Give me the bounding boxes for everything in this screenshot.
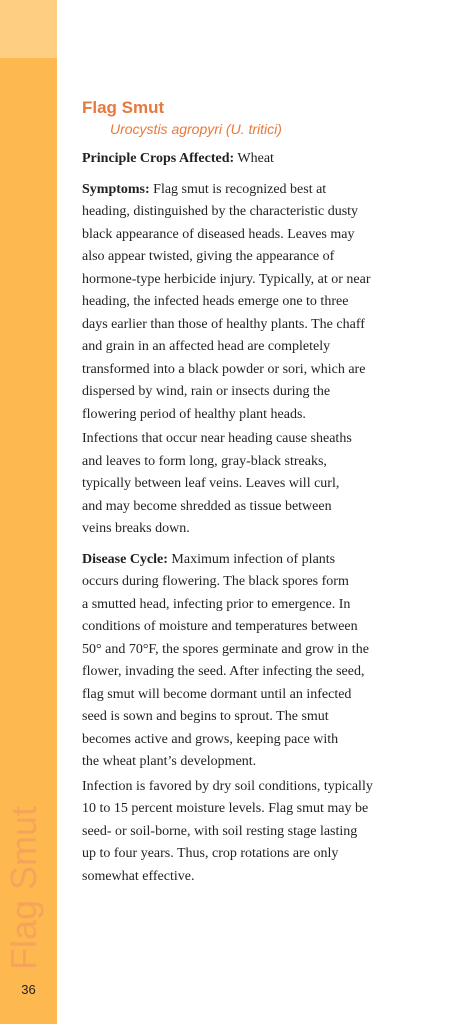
disease-cycle-line: flag smut will become dormant until an infected xyxy=(82,686,352,702)
crops-affected-label: Principle Crops Affected: xyxy=(82,151,235,166)
symptoms-paragraph xyxy=(82,179,422,427)
infections-line: Infections that occur near heading cause sheaths xyxy=(82,431,352,446)
crops-affected-value: Wheat xyxy=(234,151,274,166)
page-number: 36 xyxy=(21,982,36,997)
disease-cycle-line: occurs during flowering. The black spores form xyxy=(82,574,349,589)
disease-cycle-line: becomes active and grows, keeping pace with xyxy=(82,731,339,747)
symptoms-line: days earlier than those of healthy plants. The chaff xyxy=(82,316,365,332)
article-title: Flag Smut xyxy=(82,98,165,117)
symptoms-line: dispersed by wind, rain or insects during the xyxy=(82,384,331,399)
disease-cycle-line: seed is sown and begins to sprout. The smut xyxy=(82,709,329,724)
favored-line: up to four years. Thus, crop rotations are only xyxy=(82,846,339,861)
infections-line: and leaves to form long, gray-black streaks, xyxy=(82,453,327,469)
symptoms-line: transformed into a black powder or sori, which are xyxy=(82,361,366,377)
favored-line: somewhat effective. xyxy=(82,868,195,884)
crops-affected xyxy=(82,148,422,171)
article xyxy=(82,98,422,888)
favored-paragraph xyxy=(82,776,422,889)
disease-cycle-line: conditions of moisture and temperatures between xyxy=(82,619,358,634)
symptoms-line: also appear twisted, giving the appearance of xyxy=(82,249,335,264)
symptoms-line: heading, the infected heads emerge one to three xyxy=(82,294,349,309)
disease-cycle-line: the wheat plant’s development. xyxy=(82,754,257,769)
symptoms-line: heading, distinguished by the characteristic dusty xyxy=(82,204,359,219)
disease-cycle-line: Disease Cycle: Maximum infection of plants xyxy=(82,551,336,567)
infections-line: veins breaks down. xyxy=(82,521,190,536)
disease-cycle-label: Disease Cycle: xyxy=(82,551,168,567)
side-strip-top-block xyxy=(0,0,57,58)
infections-line: typically between leaf veins. Leaves will curl, xyxy=(82,476,340,491)
disease-cycle-line: 50° and 70°F, the spores germinate and grow in the xyxy=(82,641,369,657)
infections-paragraph xyxy=(82,428,422,541)
favored-line: seed- or soil-borne, with soil resting stage lasting xyxy=(82,823,358,839)
symptoms-line: flowering period of healthy plant heads. xyxy=(82,406,306,422)
symptoms-line: black appearance of diseased heads. Leaves may xyxy=(82,226,355,242)
symptoms-line: and grain in an affected head are completely xyxy=(82,339,331,354)
favored-line: Infection is favored by dry soil conditions, typically xyxy=(82,778,373,794)
symptoms-label: Symptoms: xyxy=(82,181,150,197)
symptoms-line: hormone-type herbicide injury. Typically, at or near xyxy=(82,271,371,287)
side-title: Flag Smut xyxy=(3,805,44,970)
scientific-name: Urocystis agropyri (U. tritici) xyxy=(110,121,282,137)
disease-cycle-paragraph xyxy=(82,549,422,774)
favored-line: 10 to 15 percent moisture levels. Flag smut may be xyxy=(82,801,369,816)
disease-cycle-line: a smutted head, infecting prior to emergence. In xyxy=(82,596,351,612)
infections-line: and may become shredded as tissue between xyxy=(82,498,332,514)
disease-cycle-line: flower, invading the seed. After infecting the seed, xyxy=(82,664,365,679)
symptoms-line: Symptoms: Flag smut is recognized best at xyxy=(82,181,327,197)
